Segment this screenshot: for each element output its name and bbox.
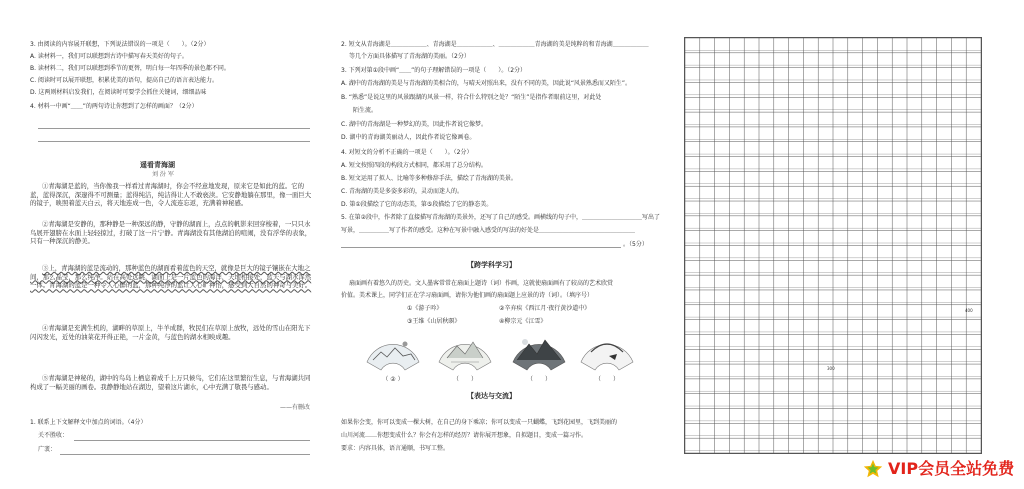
passage-paragraph-5: ⑤青海湖是神秘的，湖中的鸟岛上栖息着成千上万只候鸟，它们在这里繁衍生息，与青海湖共同构成了一幅美丽的画卷。我静静地站在湖边，望着这片湖水，心中充满了敬畏与感动。: [30, 374, 311, 391]
marker-400: 400: [965, 308, 973, 313]
q3-option-b: B. 读材料二，我们可以联想到季节的更替，明白每一年四季的景色都不同。: [30, 65, 230, 72]
q5-score: 。（5分）: [623, 241, 648, 248]
vip-label: VIP会员全站免费: [888, 459, 1015, 479]
q3-option-b-cont: 陌生流。: [341, 107, 378, 114]
passage-source: ——有删改: [280, 404, 311, 411]
cross-intro-2: 价值。美术课上，同学们正在学习扇面画，请你为他们画的扇面题上应景的诗（词）。（填序号）: [341, 292, 594, 299]
poem-option-1: ①《游子吟》: [407, 305, 443, 312]
fan-answer-3[interactable]: （ ）: [526, 376, 551, 383]
q4-stem: 4. 材料一中画“＿＿”的两句诗让你想到了怎样的画面？（2分）: [30, 103, 198, 110]
writing-grid[interactable]: [684, 37, 982, 454]
q2-stem-cont: 等几个方面具体描写了青海湖的美丽。（2分）: [349, 53, 470, 60]
q3-option-b: B. “熟悉”是说这里的风景跟湖的风景一样，符合什么特别之处？“陌生”是指作者眼前这里，对此处: [341, 94, 602, 101]
passage-paragraph-1: ①青海湖是蓝的，当你像我一样看过青海湖时，你会不经意地发现，原来它是如此的蓝。它的蓝，蓝得深沉，深邃得不可测量；蓝得纯洁，纯洁得让人不敢亵渎。它安静地躺在那里，像一面巨大的镜子，映照着蓝天白云，将天地连成一色，令人流连忘返，充满着神秘感。: [30, 182, 312, 208]
q3-option-c: C. 湖中的青海湖是一种梦幻的美，因此作者说它像梦。: [341, 121, 488, 128]
q5-stem-cont: 写景，＿＿＿＿＿写了作者的感受。这种在写景中融入感受的写法的好处是＿＿＿＿＿＿＿＿＿＿＿＿＿＿＿＿: [341, 227, 636, 234]
fan-answer-2[interactable]: （ ）: [452, 376, 477, 383]
q3-option-a: A. 湖中的青海湖的美是与青海湖的美相合的，与晴天对照出来，没有不同的美，因此说“风景熟悉而又陌生”。: [341, 80, 632, 87]
q4-stem: 4. 对短文的分析不正确的一项是（ ）。（2分）: [341, 149, 473, 156]
q5-stem: 5. 在第②段中，作者除了直接描写青海湖的美景外，还写了自己的感受。画横线的句子中，＿＿＿＿＿＿＿＿＿＿写出了: [341, 214, 661, 221]
star-icon: [862, 458, 884, 480]
passage-paragraph-4: ④青海湖是充满生机的，湖畔的草原上，牛羊成群，牧民们在草原上放牧，远处的雪山在阳光下闪闪发光，近处的油菜花开得正艳，一片金黄，与蓝色的湖水相映成趣。: [30, 324, 311, 341]
poem-option-3: ③王维《山居秋暝》: [407, 318, 461, 325]
q3-stem: 3. 下列对第①段中画“＿＿”的句子理解错误的一项是（ ）。（2分）: [341, 67, 527, 74]
fan-answer-1[interactable]: （ ② ）: [382, 376, 404, 383]
passage-paragraph-2: ②青海湖是安静的，那种静是一种深远的静，守静的湖面上，点点的帆影来回穿梭着，一只只水鸟展开翅膀在水面上轻轻掠过，打破了这一片宁静。青海湖没有其他湖泊的喧闹，没有浮华的表象，只有一种深沉的静美。: [30, 220, 312, 246]
poem-option-2: ②辛弃疾《西江月·夜行黄沙道中》: [499, 305, 591, 312]
fan-painting-3: [511, 332, 567, 372]
answer-line[interactable]: [38, 128, 310, 129]
poem-option-4: ④柳宗元《江雪》: [499, 318, 547, 325]
fan-painting-2: [437, 332, 493, 372]
cross-subject-title: 【跨学科学习】: [467, 261, 516, 269]
express-requirement: 要求：内容具体，语言通顺，书写工整。: [341, 445, 450, 452]
answer-line[interactable]: [341, 247, 621, 248]
q3-stem: 3. 由阅读的内容展开联想，下列说法错误的一项是（ ）。（2分）: [30, 41, 210, 48]
vip-banner[interactable]: [862, 454, 1022, 484]
answer-line[interactable]: [60, 454, 310, 455]
marker-300: 300: [827, 366, 835, 371]
q1-item-1: 关不胜收：: [38, 432, 69, 439]
fan-painting-4: [579, 332, 635, 372]
q4-option-a: A. 短文按照四段的构段方式相同，都采用了总分结构。: [341, 162, 487, 169]
passage-paragraph-3: ③上，青海湖的蓝是流动的，那种蓝色的湖面看着蓝色的天空，就像是巨大的镜子镶嵌在大地之间，那么晶莹，那么纯净。站在高处远眺，湖面上是一片蓝色的海洋，天地相接处，蓝天与湖水浑然一体。青海湖的蓝是一种令人心醉的蓝，那种纯净的蓝让人心旷神怡，感受到大自然的神奇与美好。: [30, 264, 312, 290]
fan-answer-4[interactable]: （ ）: [594, 376, 619, 383]
express-title: 【表达与交流】: [467, 392, 516, 400]
q3-option-c: C. 阅读时可以展开联想，积累优美的语句，提高自己的语言表达能力。: [30, 77, 219, 84]
express-line-1: 如果你会变，你可以变成一棵大树，在自己的身下乘凉；你可以变成一只蝴蝶，飞到花园里，飞到美丽的: [341, 419, 618, 426]
passage-title: 遥看青海湖: [140, 160, 175, 169]
q1-item-2: 广袤：: [38, 446, 57, 453]
q4-option-d: D. 第①段描绘了它的动态美，第⑤段描绘了它的静态美。: [341, 201, 493, 208]
q3-option-d: D. 这两则材料启发我们，在阅读时可要学会抓住关键词，细细品味: [30, 89, 207, 96]
fan-painting-1: [365, 332, 421, 372]
writing-grid-lines: [685, 38, 981, 453]
q3-option-d: D. 湖中的青海湖美丽动人，因此作者说它像画卷。: [341, 134, 476, 141]
cross-intro-1: 扇面画有着悠久的历史。文人墨客常常在扇面上题诗（词）作画，这就使扇面画有了较高的艺术欣赏: [349, 280, 614, 287]
q2-stem: 2. 短文从青海湖是＿＿＿＿＿＿、青海湖是＿＿＿＿＿＿、＿＿＿＿＿＿青海湖的美是纯粹的和青海湖＿＿＿＿＿＿: [341, 41, 649, 48]
express-line-2: 山川河流……你想变成什么？你会有怎样的经历？请你展开想象，自拟题目，变成一篇习作。: [341, 432, 588, 439]
passage-author: 刘 汾 军: [152, 171, 174, 178]
answer-line[interactable]: [74, 440, 310, 441]
q1-stem: 1. 联系上下文解释文中加点的词语。（4分）: [30, 419, 147, 426]
q3-option-a: A. 读材料一，我们可以联想到古诗中描写春天美好的句子。: [30, 53, 188, 60]
q4-option-b: B. 短文运用了拟人、比喻等多种修辞手法，描绘了青海湖的美景。: [341, 175, 517, 182]
answer-line[interactable]: [38, 141, 310, 142]
q4-option-c: C. 青海湖的美是多姿多彩的，灵动而迷人的。: [341, 188, 464, 195]
